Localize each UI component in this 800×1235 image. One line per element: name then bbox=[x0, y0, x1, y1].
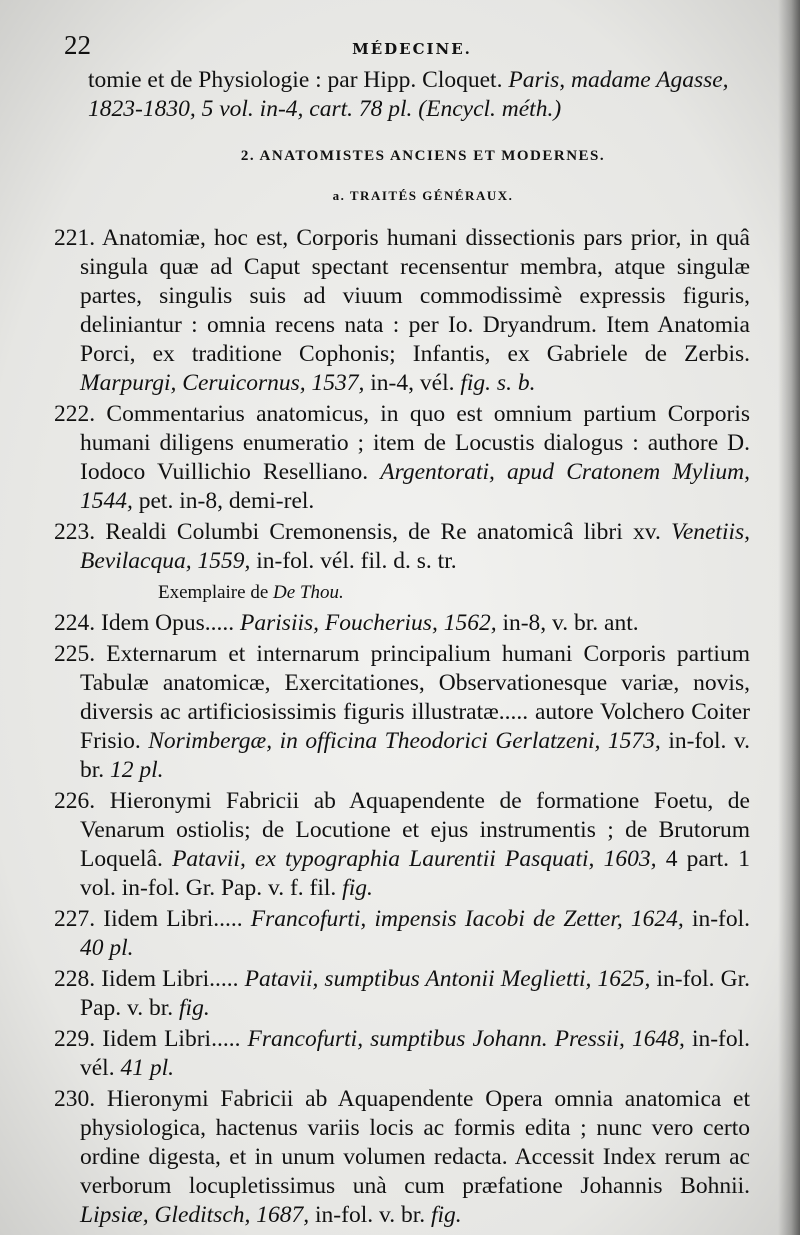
subsection-heading: a. TRAITÉS GÉNÉRAUX. bbox=[332, 188, 514, 203]
entry-text: Hieronymi Fabricii ab Aquapendente de formatione Foetu, de Venarum ostiolis; de Locutione et ejus instrumentis ; de Brutorum Loquelâ. bbox=[80, 788, 750, 872]
entry-format: in-8, v. br. ant. bbox=[502, 610, 639, 636]
continuation-rest: 1823-1830, 5 vol. in-4, cart. 78 bbox=[88, 96, 383, 122]
entry-imprint: Francofurti, impensis Iacobi de Zetter, 1624, bbox=[250, 906, 684, 932]
entry-number: 222. bbox=[54, 401, 96, 427]
page-number: 22 bbox=[64, 30, 91, 60]
entry-224 bbox=[54, 609, 750, 638]
entry-format: pet. in-8, demi-rel. bbox=[138, 488, 315, 514]
entry-format: in-fol. bbox=[691, 906, 751, 932]
entry-format: in-fol. v. br. bbox=[80, 728, 751, 783]
entry-230 bbox=[54, 1085, 750, 1230]
entry-text: Iidem Libri..... bbox=[101, 966, 239, 992]
entry-228 bbox=[54, 965, 751, 1023]
entry-229 bbox=[54, 1025, 751, 1083]
entry-number: 226. bbox=[54, 788, 96, 814]
entry-text: Idem Opus..... bbox=[101, 610, 235, 636]
entry-format: in-fol. Gr. Pap. v. br. bbox=[80, 966, 751, 1021]
entry-imprint: Patavii, ex typographia Laurentii Pasquati, 1603, bbox=[172, 846, 657, 872]
continuation-plates: pl. bbox=[388, 96, 413, 122]
entry-imprint: Marpurgi, Ceruicornus, 1537, bbox=[80, 370, 365, 396]
entry-imprint: Francofurti, sumptibus Johann. Pressii, 1648, bbox=[247, 1026, 685, 1052]
entry-text: Commentarius anatomicus, in quo est omnium partium Corporis humani diligens enumeratio ; item de Locustis dialogus : authore D. Iodoco Vuillichio Reselliano. bbox=[80, 401, 751, 485]
entry-format: in-4, vél. bbox=[370, 370, 455, 396]
entry-223 bbox=[54, 518, 751, 576]
entry-226 bbox=[54, 787, 750, 903]
entry-number: 228. bbox=[54, 966, 96, 992]
section-heading: 2. ANATOMISTES ANCIENS ET MODERNES. bbox=[240, 148, 606, 164]
entry-number: 221. bbox=[54, 225, 96, 251]
entry-format: in-fol. v. br. bbox=[315, 1202, 426, 1228]
entry-extra: 40 pl. bbox=[80, 935, 134, 961]
entry-number: 227. bbox=[54, 906, 96, 932]
entry-imprint: Norimbergæ, in officina Theodorici Gerlatzeni, 1573, bbox=[148, 728, 661, 754]
entry-number: 230. bbox=[54, 1086, 96, 1112]
entry-222 bbox=[54, 400, 751, 516]
page-header bbox=[62, 28, 762, 68]
page-body bbox=[54, 66, 758, 1232]
entry-text: Hieronymi Fabricii ab Aquapendente Opera omnia anatomica et physiologica, hactenus variis locis ac formis edita ; nunc vero certo ordine digesta, et in unum volumen redacta. Accessit Index rerum ac verborum locupletissimus unà cum præfatione Johannis Bohnii. bbox=[80, 1086, 750, 1199]
continuation-text: tomie et de Physiologie : par Hipp. Cloquet. bbox=[88, 67, 503, 93]
entry-text: Iidem Libri..... bbox=[103, 906, 243, 932]
entry-number: 229. bbox=[54, 1026, 96, 1052]
entry-imprint: Parisiis, Foucherius, 1562, bbox=[240, 610, 497, 636]
entry-extra: fig. s. b. bbox=[460, 370, 536, 396]
entry-extra: 12 pl. bbox=[110, 757, 164, 783]
continuation-paragraph bbox=[88, 66, 758, 124]
entry-imprint: Patavii, sumptibus Antonii Meglietti, 1625, bbox=[244, 966, 651, 992]
entry-imprint: Lipsiæ, Gleditsch, 1687, bbox=[80, 1202, 310, 1228]
entry-227 bbox=[54, 905, 751, 963]
entry-223-note bbox=[158, 578, 758, 607]
entry-number: 224. bbox=[54, 610, 96, 636]
entry-extra: 41 pl. bbox=[120, 1055, 174, 1081]
entry-221 bbox=[54, 224, 750, 398]
continuation-place: Paris, madame Agasse, bbox=[508, 67, 729, 93]
entry-text: Realdi Columbi Cremonensis, de Re anatomicâ libri xv. bbox=[105, 519, 661, 545]
page-gutter-shadow bbox=[778, 0, 800, 1235]
continuation-series: (Encycl. méth.) bbox=[418, 96, 562, 122]
entry-text: Externarum et internarum principalium humani Corporis partium Tabulæ anatomicæ, Exercitationes, Observationesque variæ, novis, diversis ac artificiosissimis figuris illustratæ..... autore Volchero Coiter Frisio. bbox=[80, 641, 750, 754]
note-owner: De Thou. bbox=[273, 582, 344, 603]
entry-225 bbox=[54, 640, 751, 785]
entry-text: Iidem Libri..... bbox=[102, 1026, 241, 1052]
entry-imprint: Argentorati, apud Cratonem Mylium, 1544, bbox=[80, 459, 751, 514]
note-label: Exemplaire de bbox=[158, 582, 269, 603]
running-head: MÉDECINE. bbox=[352, 40, 472, 58]
entry-number: 225. bbox=[54, 641, 96, 667]
entry-extra: fig. bbox=[179, 995, 210, 1021]
entry-extra: fig. bbox=[430, 1202, 462, 1228]
entry-imprint: Venetiis, Bevilacqua, 1559, bbox=[80, 519, 751, 574]
entry-text: Anatomiæ, hoc est, Corporis humani dissectionis pars prior, in quâ singula quæ ad Caput spectant recensentur membra, atque singulæ partes, singulis suis ad viuum commodissimè expressis figuris, deliniantur : omnia recens nata : per Io. Dryandrum. Item Anatomia Porci, ex traditione Cophonis; Infantis, ex Gabriele de Zerbis. bbox=[80, 225, 750, 367]
entry-number: 223. bbox=[54, 519, 96, 545]
entry-format: in-fol. vél. fil. d. s. tr. bbox=[256, 548, 457, 574]
entry-format: 4 part. 1 vol. in-fol. Gr. Pap. v. f. fil. bbox=[80, 846, 750, 901]
entry-extra: fig. bbox=[342, 875, 373, 901]
entry-format: in-fol. vél. bbox=[80, 1026, 751, 1081]
